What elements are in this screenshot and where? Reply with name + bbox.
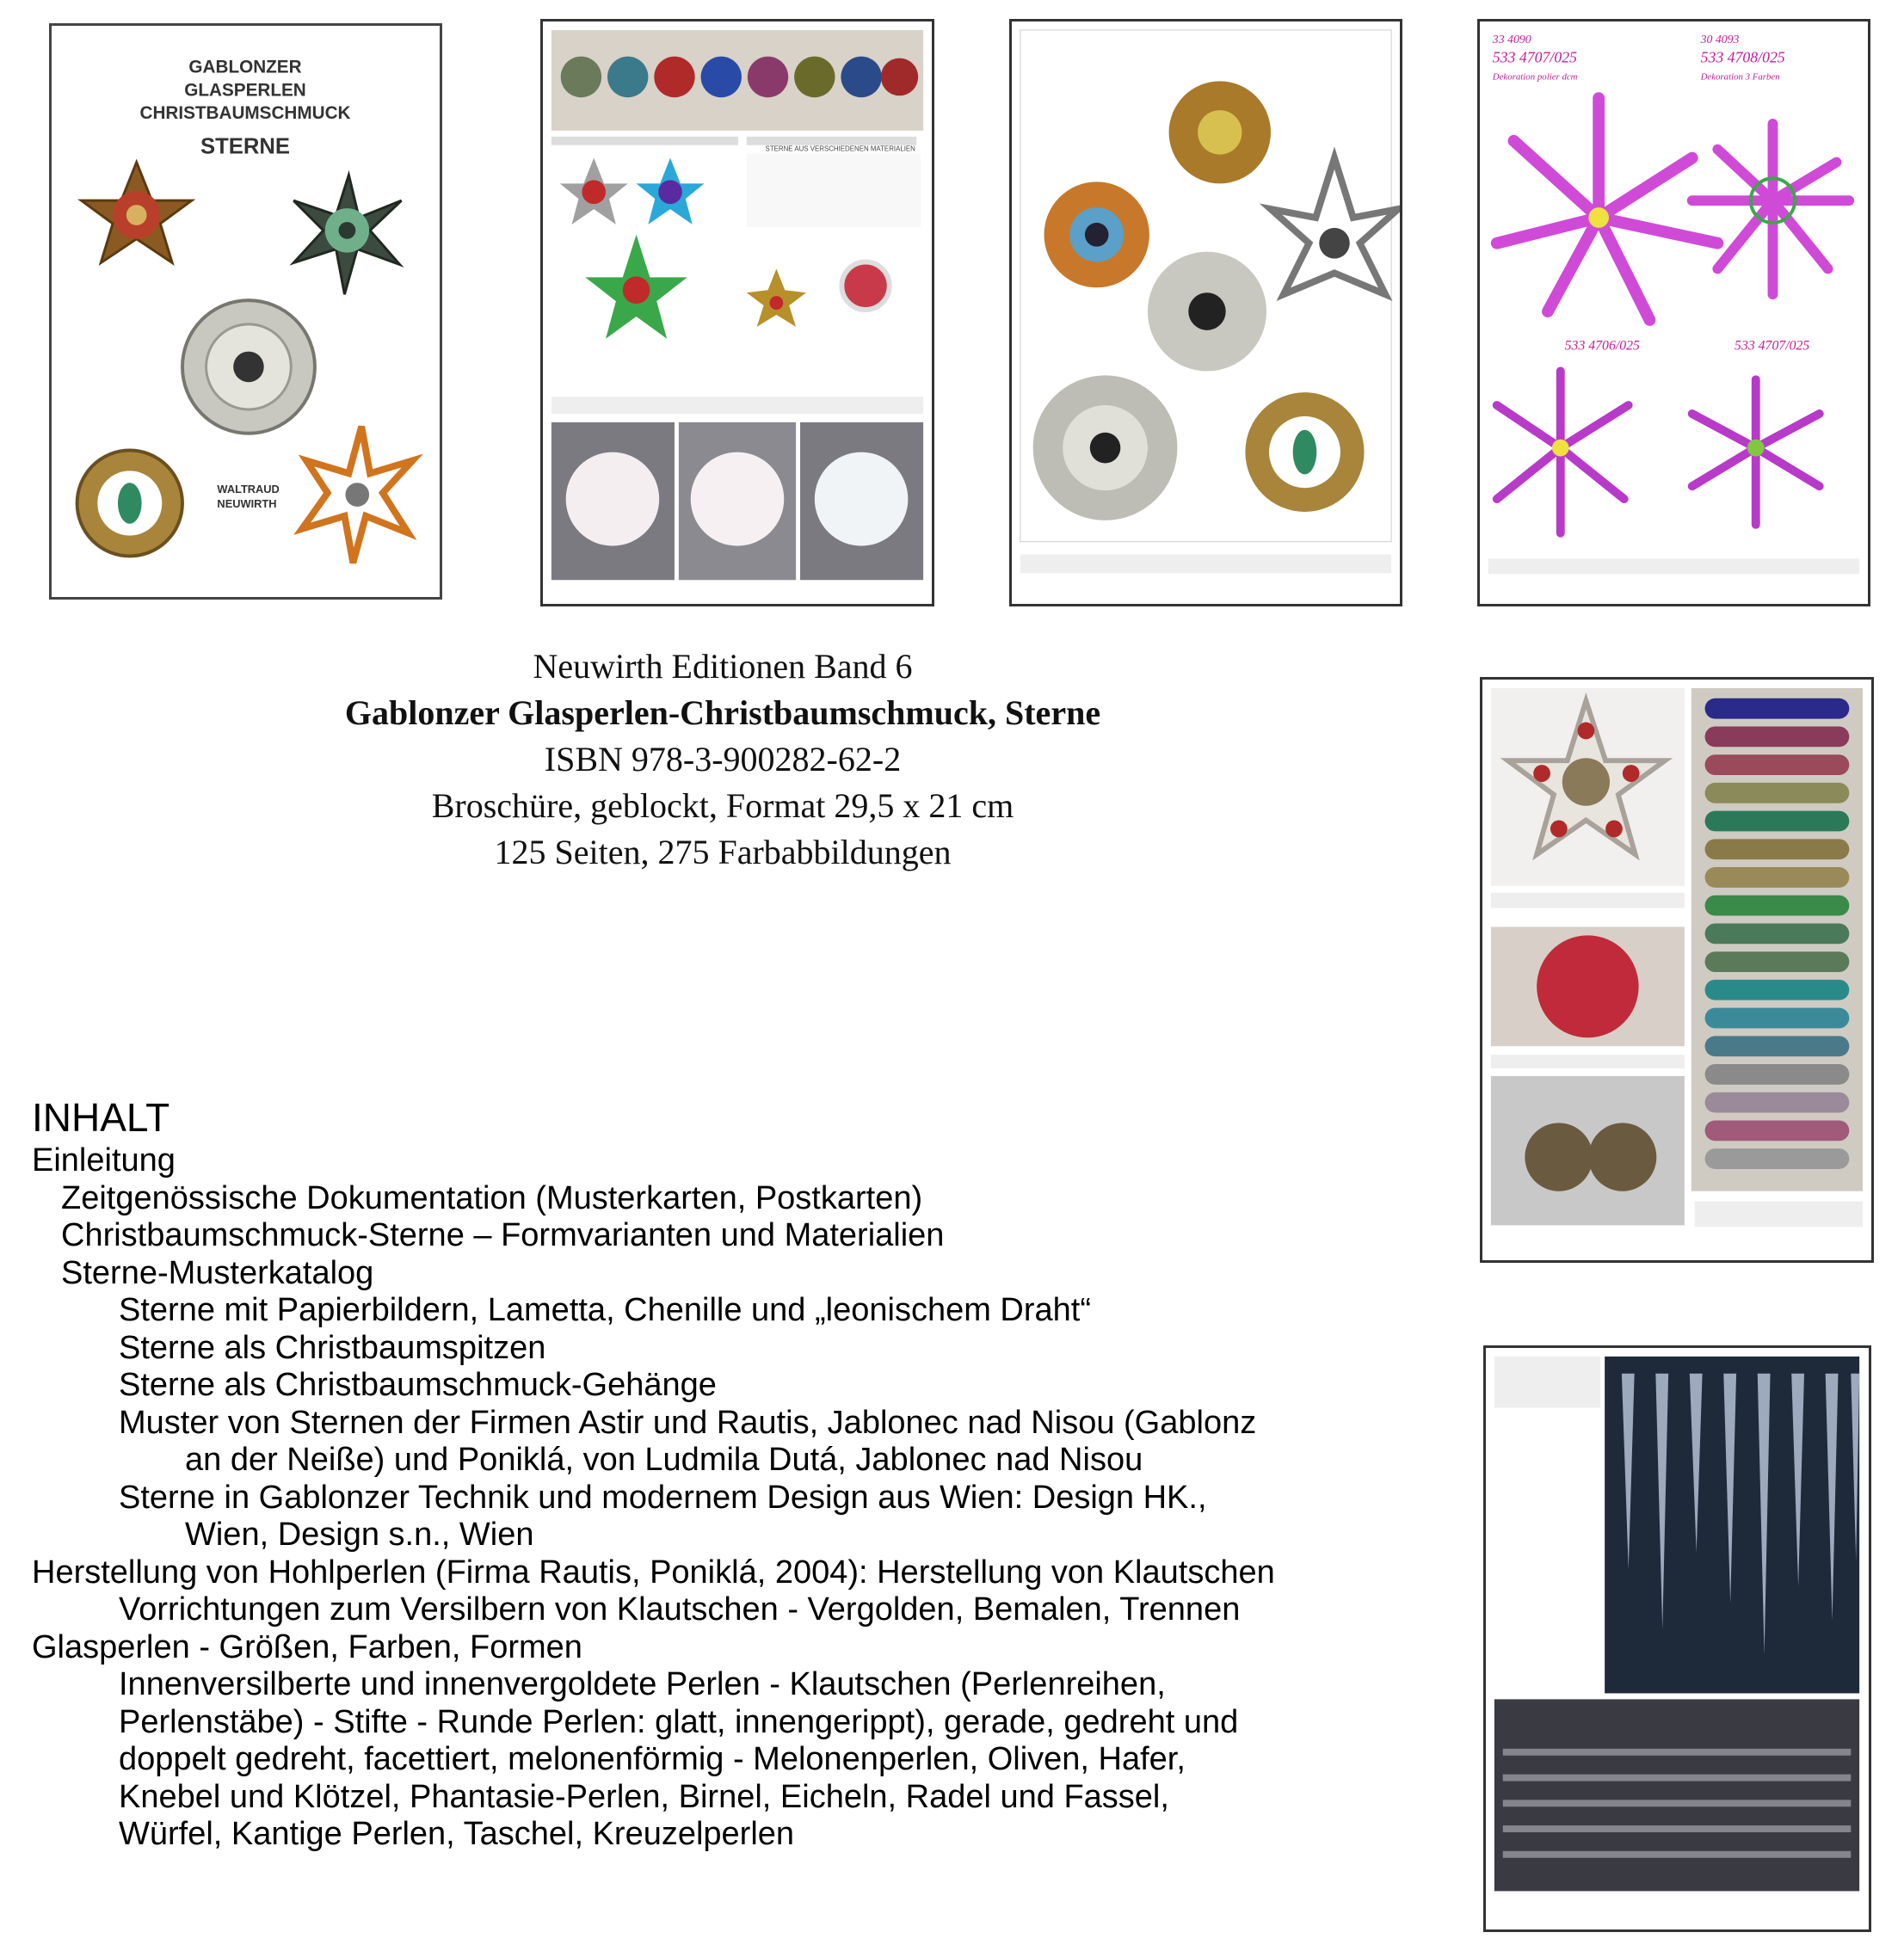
cover-title-line-1: GABLONZER (188, 57, 302, 77)
book-series: Neuwirth Editionen Band 6 (533, 647, 913, 686)
toc-line: Vorrichtungen zum Versilbern von Klautschen - Vergolden, Bemalen, Trennen (119, 1591, 1241, 1628)
book-title: Gablonzer Glasperlen-Christbaumschmuck, Sterne (344, 693, 1101, 732)
book-format: Broschüre, geblockt, Format 29,5 x 21 cm (431, 786, 1014, 825)
toc-line: Wien, Design s.n., Wien (185, 1517, 534, 1553)
bead-detail-2 (1588, 1123, 1656, 1191)
note-4: 30 4093 (1700, 32, 1740, 46)
sample-page-stars-materials (540, 19, 934, 606)
toc-line: doppelt gedreht, facettiert, melonenförmig - Melonenperlen, Oliven, Hafer, (119, 1741, 1186, 1777)
cover-title-line-2: GLASPERLEN (184, 80, 306, 101)
toc-line: Einleitung (32, 1142, 176, 1179)
toc-line: Sterne in Gablonzer Technik und modernem Design aus Wien: Design HK., (119, 1479, 1207, 1516)
ornament-gold-ring (1245, 392, 1364, 512)
sample-page-design-drawings (1477, 19, 1870, 606)
paper-star-2 (691, 452, 785, 546)
cover-title-line-3: CHRISTBAUMSCHMUCK (139, 102, 351, 124)
note-1: 33 4090 (1492, 32, 1531, 46)
bead-rows (1705, 698, 1850, 1169)
ornament-silver-flower (1033, 375, 1178, 520)
toc-line: Knebel und Klötzel, Phantasie-Perlen, Birnel, Eicheln, Radel und Fassel, (119, 1778, 1169, 1815)
ornament-silver-large (1148, 252, 1266, 372)
ornament-flower-silver (182, 300, 315, 434)
note-8: 533 4707/025 (1735, 338, 1810, 354)
toc-line: Sterne als Christbaumspitzen (119, 1329, 546, 1366)
note-6: Dekoration 3 Farben (1700, 71, 1780, 83)
note-7: 533 4706/025 (1564, 338, 1640, 354)
ornament-round-red (841, 262, 889, 311)
ornament-gold (1169, 81, 1271, 183)
toc-line: Innenversilberte und innenvergoldete Perlen - Klautschen (Perlenreihen, (119, 1666, 1166, 1702)
bead-tray-photo (1494, 1699, 1859, 1891)
toc-line: Herstellung von Hohlperlen (Firma Rautis, Poniklá, 2004): Herstellung von Klautschen (32, 1554, 1275, 1591)
paper-star-1 (566, 452, 660, 546)
cover-author-line-2: NEUWIRTH (217, 496, 277, 510)
page-section-header: STERNE AUS VERSCHIEDENEN MATERIALIEN (765, 145, 915, 153)
toc-heading: INHALT (32, 1095, 170, 1140)
toc-line: Würfel, Kantige Perlen, Taschel, Kreuzelperlen (119, 1816, 795, 1852)
book-cover-thumbnail (49, 23, 442, 600)
toc-line: Zeitgenössische Dokumentation (Musterkarten, Postkarten) (61, 1179, 923, 1216)
sample-page-hanging-stars (1009, 19, 1402, 606)
toc-line: Christbaumschmuck-Sterne – Formvarianten und Materialien (61, 1217, 945, 1253)
toc-line: an der Neiße) und Poniklá, von Ludmila Dutá, Jablonec nad Nisou (185, 1442, 1143, 1478)
toc-line: Glasperlen - Größen, Farben, Formen (32, 1628, 582, 1665)
cover-author-line-1: WALTRAUD (217, 483, 280, 496)
ornament-ring-gold (77, 451, 182, 557)
toc-line: Sterne-Musterkatalog (61, 1254, 374, 1291)
ornament-blue-orange (1044, 182, 1149, 287)
paper-star-3 (815, 452, 909, 546)
table-of-contents (32, 1094, 1443, 1854)
note-3: Dekoration polier dcm (1492, 71, 1578, 83)
book-pages: 125 Seiten, 275 Farbabbildungen (494, 833, 952, 871)
toc-line: Sterne mit Papierbildern, Lametta, Chenille und „leonischem Draht“ (119, 1292, 1091, 1328)
note-2: 533 4707/025 (1492, 48, 1577, 66)
toc-line: Perlenstäbe) - Stifte - Runde Perlen: glatt, innengerippt), gerade, gedreht und (119, 1703, 1239, 1740)
red-star-detail (1537, 935, 1638, 1037)
toc-line: Sterne als Christbaumschmuck-Gehänge (119, 1367, 717, 1403)
sample-page-bead-strip (1480, 677, 1874, 1263)
sample-page-glass-production (1483, 1345, 1871, 1932)
bead-detail-1 (1525, 1123, 1593, 1191)
note-5: 533 4708/025 (1700, 48, 1785, 66)
cover-subtitle: STERNE (200, 134, 291, 159)
book-info (258, 643, 1187, 876)
toc-line: Muster von Sternen der Firmen Astir und Rautis, Jablonec nad Nisou (Gablonz (119, 1404, 1257, 1441)
book-isbn: ISBN 978-3-900282-62-2 (544, 740, 902, 778)
